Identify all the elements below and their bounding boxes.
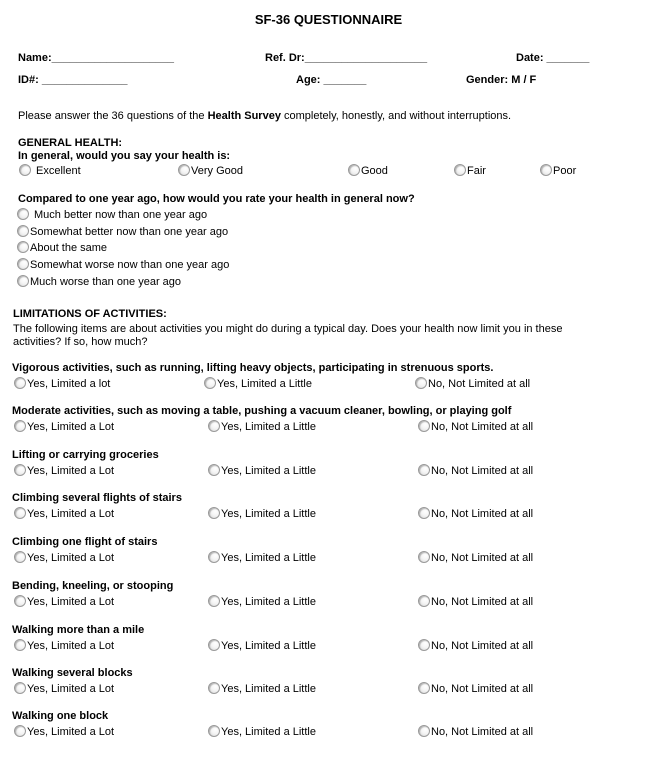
limitations-heading: LIMITATIONS OF ACTIVITIES: bbox=[13, 308, 167, 320]
activity-option-limited-lot[interactable] bbox=[14, 507, 114, 520]
option-label: No, Not Limited at all bbox=[431, 465, 534, 477]
option-label: Yes, Limited a Lot bbox=[27, 640, 115, 652]
option-label: About the same bbox=[30, 242, 108, 255]
intro-text-bold: Health Survey bbox=[207, 110, 281, 122]
option-label: Yes, Limited a Lot bbox=[27, 726, 115, 738]
radio-button-icon[interactable] bbox=[178, 164, 190, 176]
option-label: Yes, Limited a Little bbox=[221, 726, 316, 738]
option-label: No, Not Limited at all bbox=[431, 508, 534, 520]
option-label: Somewhat worse now than one year ago bbox=[30, 259, 230, 272]
intro-text bbox=[18, 110, 511, 122]
general-health-heading: GENERAL HEALTH: bbox=[18, 137, 123, 149]
question-general-health: In general, would you say your health is: bbox=[18, 150, 231, 162]
activity-question: Moderate activities, such as moving a table, pushing a vacuum cleaner, bowling, or playing golf bbox=[12, 405, 512, 417]
radio-button-icon[interactable] bbox=[348, 164, 360, 176]
activity-option-limited-lot[interactable] bbox=[14, 682, 114, 695]
radio-button-icon[interactable] bbox=[208, 725, 220, 737]
radio-button-icon[interactable] bbox=[208, 420, 220, 432]
radio-button-icon[interactable] bbox=[14, 682, 26, 694]
option-good[interactable] bbox=[348, 164, 388, 177]
radio-button-icon[interactable] bbox=[418, 682, 430, 694]
option-year-compare-2[interactable] bbox=[17, 241, 107, 254]
activity-option-limited-little[interactable] bbox=[208, 725, 316, 738]
radio-button-icon[interactable] bbox=[17, 258, 29, 270]
option-label: Yes, Limited a Little bbox=[221, 683, 316, 695]
radio-button-icon[interactable] bbox=[418, 420, 430, 432]
radio-button-icon[interactable] bbox=[540, 164, 552, 176]
radio-button-icon[interactable] bbox=[204, 377, 216, 389]
option-label: Somewhat better now than one year ago bbox=[30, 225, 229, 238]
radio-button-icon[interactable] bbox=[418, 595, 430, 607]
activity-question: Walking several blocks bbox=[12, 667, 133, 679]
option-label: Yes, Limited a Little bbox=[221, 421, 316, 433]
activity-option-not-limited[interactable] bbox=[418, 639, 533, 652]
option-label: Yes, Limited a Lot bbox=[27, 552, 115, 564]
ref-dr-field[interactable]: Ref. Dr:____________________ bbox=[265, 52, 428, 64]
radio-button-icon[interactable] bbox=[14, 507, 26, 519]
activity-question: Walking one block bbox=[12, 710, 109, 722]
radio-button-icon[interactable] bbox=[17, 225, 29, 237]
option-label: Good bbox=[361, 165, 388, 177]
activity-option-limited-lot[interactable] bbox=[14, 420, 114, 433]
radio-button-icon[interactable] bbox=[19, 164, 31, 176]
radio-button-icon[interactable] bbox=[208, 639, 220, 651]
activity-option-limited-lot[interactable] bbox=[14, 464, 114, 477]
option-label: No, Not Limited at all bbox=[431, 596, 534, 608]
option-year-compare-3[interactable] bbox=[17, 258, 229, 271]
option-label: Yes, Limited a lot bbox=[27, 378, 111, 390]
activity-option-limited-little[interactable] bbox=[208, 595, 316, 608]
activity-option-not-limited[interactable] bbox=[418, 682, 533, 695]
option-label: Poor bbox=[553, 165, 577, 177]
activity-option-limited-little[interactable] bbox=[208, 682, 316, 695]
activity-option-limited-little[interactable] bbox=[208, 464, 316, 477]
radio-button-icon[interactable] bbox=[208, 682, 220, 694]
option-label: Much better now than one year ago bbox=[34, 209, 208, 221]
radio-button-icon[interactable] bbox=[14, 464, 26, 476]
activity-option-not-limited[interactable] bbox=[418, 725, 533, 738]
activity-question: Climbing several flights of stairs bbox=[12, 492, 182, 504]
radio-button-icon[interactable] bbox=[418, 639, 430, 651]
radio-button-icon[interactable] bbox=[14, 377, 26, 389]
option-label: No, Not Limited at all bbox=[431, 421, 534, 433]
activity-option-not-limited[interactable] bbox=[418, 551, 533, 564]
question-compared-year-ago: Compared to one year ago, how would you rate your health in general now? bbox=[18, 193, 415, 205]
page-title: SF-36 QUESTIONNAIRE bbox=[254, 12, 403, 27]
activity-option-limited-little[interactable] bbox=[208, 639, 316, 652]
option-label: Yes, Limited a Little bbox=[221, 465, 316, 477]
radio-button-icon[interactable] bbox=[208, 595, 220, 607]
option-label: No, Not Limited at all bbox=[431, 552, 534, 564]
radio-button-icon[interactable] bbox=[14, 551, 26, 563]
option-year-compare-4[interactable] bbox=[17, 275, 181, 288]
option-label: Yes, Limited a Little bbox=[217, 378, 312, 390]
radio-button-icon[interactable] bbox=[415, 377, 427, 389]
activity-option-not-limited[interactable] bbox=[418, 595, 533, 608]
date-field[interactable]: Date: _______ bbox=[516, 52, 590, 64]
radio-button-icon[interactable] bbox=[14, 420, 26, 432]
option-label: Yes, Limited a Lot bbox=[27, 683, 115, 695]
option-excellent[interactable] bbox=[19, 164, 81, 177]
option-label: Excellent bbox=[36, 165, 81, 177]
activity-option-not-limited[interactable] bbox=[415, 377, 530, 390]
activity-option-limited-little[interactable] bbox=[204, 377, 312, 390]
option-label: Yes, Limited a Lot bbox=[27, 465, 115, 477]
intro-text-end: completely, honestly, and without interruptions. bbox=[280, 110, 512, 122]
option-label: Much worse than one year ago bbox=[30, 275, 182, 288]
activity-question: Walking more than a mile bbox=[12, 624, 145, 636]
name-field[interactable]: Name:____________________ bbox=[18, 52, 174, 64]
option-label: Very Good bbox=[191, 165, 243, 177]
activity-option-not-limited[interactable] bbox=[418, 507, 533, 520]
option-label: No, Not Limited at all bbox=[431, 640, 534, 652]
activity-question: Climbing one flight of stairs bbox=[12, 536, 158, 548]
option-poor[interactable] bbox=[540, 164, 576, 177]
intro-text-start: Please answer the 36 questions of the bbox=[18, 110, 208, 122]
activity-option-limited-lot[interactable] bbox=[14, 595, 114, 608]
option-year-compare-0[interactable] bbox=[17, 208, 207, 221]
option-very-good[interactable] bbox=[178, 164, 243, 177]
option-label: Yes, Limited a Little bbox=[221, 640, 316, 652]
id-field[interactable]: ID#: ______________ bbox=[18, 74, 128, 86]
gender-field[interactable]: Gender: M / F bbox=[466, 74, 537, 86]
activity-question: Vigorous activities, such as running, lifting heavy objects, participating in strenuous sports. bbox=[12, 362, 494, 374]
age-field[interactable]: Age: _______ bbox=[296, 74, 367, 86]
option-label: Fair bbox=[467, 165, 486, 177]
radio-button-icon[interactable] bbox=[14, 639, 26, 651]
activity-option-limited-lot[interactable] bbox=[14, 377, 110, 390]
radio-button-icon[interactable] bbox=[208, 464, 220, 476]
activity-option-limited-lot[interactable] bbox=[14, 551, 114, 564]
radio-button-icon[interactable] bbox=[17, 275, 29, 287]
activity-option-limited-little[interactable] bbox=[208, 420, 316, 433]
option-label: Yes, Limited a Lot bbox=[27, 421, 115, 433]
limitations-description-line1: The following items are about activities you might do during a typical day. Does your health now limit you in these bbox=[13, 323, 563, 335]
radio-button-icon[interactable] bbox=[17, 208, 29, 220]
limitations-description-line2: activities? If so, how much? bbox=[13, 336, 148, 348]
option-label: No, Not Limited at all bbox=[431, 683, 534, 695]
activity-question: Bending, kneeling, or stooping bbox=[12, 580, 174, 592]
option-label: No, Not Limited at all bbox=[431, 726, 534, 738]
activity-option-limited-little[interactable] bbox=[208, 551, 316, 564]
activity-option-limited-lot[interactable] bbox=[14, 725, 114, 738]
option-label: No, Not Limited at all bbox=[428, 378, 531, 390]
option-fair[interactable] bbox=[454, 164, 486, 177]
activity-option-not-limited[interactable] bbox=[418, 420, 533, 433]
radio-button-icon[interactable] bbox=[17, 241, 29, 253]
radio-button-icon[interactable] bbox=[208, 507, 220, 519]
option-label: Yes, Limited a Little bbox=[221, 552, 316, 564]
option-label: Yes, Limited a Little bbox=[221, 596, 316, 608]
radio-button-icon[interactable] bbox=[14, 595, 26, 607]
option-label: Yes, Limited a Little bbox=[221, 508, 316, 520]
option-label: Yes, Limited a Lot bbox=[27, 596, 115, 608]
activity-option-not-limited[interactable] bbox=[418, 464, 533, 477]
activity-option-limited-lot[interactable] bbox=[14, 639, 114, 652]
activity-option-limited-little[interactable] bbox=[208, 507, 316, 520]
radio-button-icon[interactable] bbox=[208, 551, 220, 563]
radio-button-icon[interactable] bbox=[418, 551, 430, 563]
option-year-compare-1[interactable] bbox=[17, 225, 228, 238]
radio-button-icon[interactable] bbox=[418, 464, 430, 476]
radio-button-icon[interactable] bbox=[454, 164, 466, 176]
radio-button-icon[interactable] bbox=[418, 507, 430, 519]
option-label: Yes, Limited a Lot bbox=[27, 508, 115, 520]
radio-button-icon[interactable] bbox=[418, 725, 430, 737]
radio-button-icon[interactable] bbox=[14, 725, 26, 737]
activity-question: Lifting or carrying groceries bbox=[12, 449, 159, 461]
